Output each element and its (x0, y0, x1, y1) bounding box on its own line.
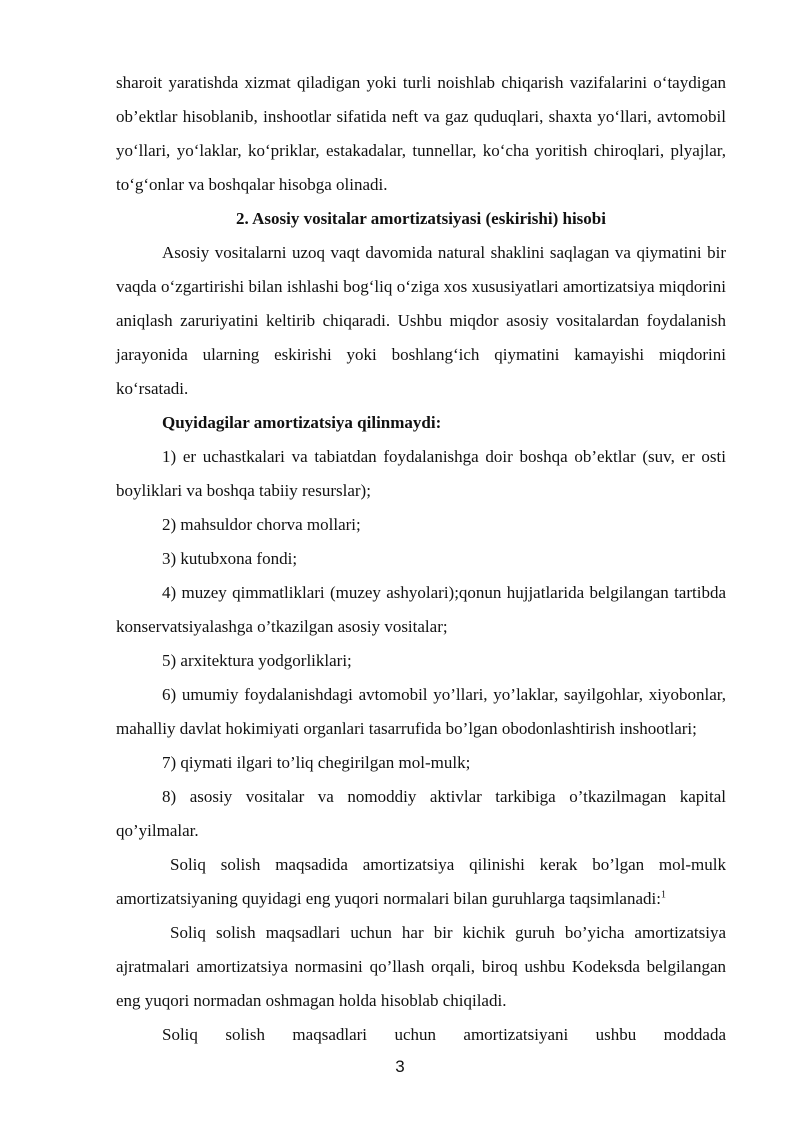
paragraph-intro: Asosiy vositalarni uzoq vaqt davomida natural shaklini saqlagan va qiymatini bir vaqda o‘zgartirishi bilan ishlashi bog‘liq o‘ziga xos xususiyatlari amortizatsiya miqdorini aniqlash zaruriyatini keltirib chiqaradi. Ushbu miqdor asosiy vositalardan foydalanish jarayonida ularning eskirishi yoki boshlang‘ich qiymatini kamayishi miqdorini ko‘rsatadi. (116, 243, 726, 398)
list-heading: Quyidagilar amortizatsiya qilinmaydi: (162, 413, 442, 432)
list-item: 3) kutubxona fondi; (162, 549, 298, 568)
list-item: 2) mahsuldor chorva mollari; (162, 515, 361, 534)
list-item: 1) er uchastkalari va tabiatdan foydalanishga doir boshqa ob’ektlar (suv, er osti boyliklari va boshqa tabiiy resurslar); (116, 447, 726, 500)
paragraph-trailing: Soliq solish maqsadlari uchun amortizatsiyani ushbu moddada (162, 1025, 726, 1044)
exclusion-list (116, 440, 726, 848)
paragraph-text: Soliq solish maqsadida amortizatsiya qilinishi kerak bo’lgan mol-mulk amortizatsiyaning quyidagi eng yuqori normalari bilan guruhlarga taqsimlanadi: (116, 855, 726, 908)
page-content (116, 66, 726, 1052)
list-item: 6) umumiy foydalanishdagi avtomobil yo’llari, yo’laklar, sayilgohlar, xiyobonlar, mahalliy davlat hokimiyati organlari tasarrufida bo’lgan obodonlashtirish inshootlari; (116, 685, 726, 738)
paragraph-continuation: sharoit yaratishda xizmat qiladigan yoki turli noishlab chiqarish vazifalarini o‘taydigan ob’ektlar hisoblanib, inshootlar sifatida neft va gaz quduqlari, shaxta yo‘llari, avtomobil yo‘llari, yo‘laklar, ko‘priklar, estakadalar, tunnellar, ko‘cha yoritish chiroqlari, plyajlar, to‘g‘onlar va boshqalar hisobga olinadi. (116, 73, 726, 194)
section-heading: 2. Asosiy vositalar amortizatsiyasi (eskirishi) hisobi (236, 209, 606, 228)
list-item: 7) qiymati ilgari to’liq chegirilgan mol-mulk; (162, 753, 471, 772)
footnote-marker: 1 (660, 889, 666, 901)
page-number: 3 (395, 1057, 405, 1076)
paragraph-calculation: Soliq solish maqsadlari uchun har bir kichik guruh bo’yicha amortizatsiya ajratmalari amortizatsiya normasini qo’llash orqali, biroq ushbu Kodeksda belgilangan eng yuqori normadan oshmagan holda hisoblab chiqiladi. (116, 923, 726, 1010)
list-item: 5) arxitektura yodgorliklari; (162, 651, 352, 670)
paragraph-depreciation-groups (116, 848, 726, 916)
list-item: 8) asosiy vositalar va nomoddiy aktivlar tarkibiga o’tkazilmagan kapital qo’yilmalar. (116, 787, 726, 840)
list-item: 4) muzey qimmatliklari (muzey ashyolari);qonun hujjatlarida belgilangan tartibda konservatsiyalashga o’tkazilgan asosiy vositalar; (116, 583, 726, 636)
